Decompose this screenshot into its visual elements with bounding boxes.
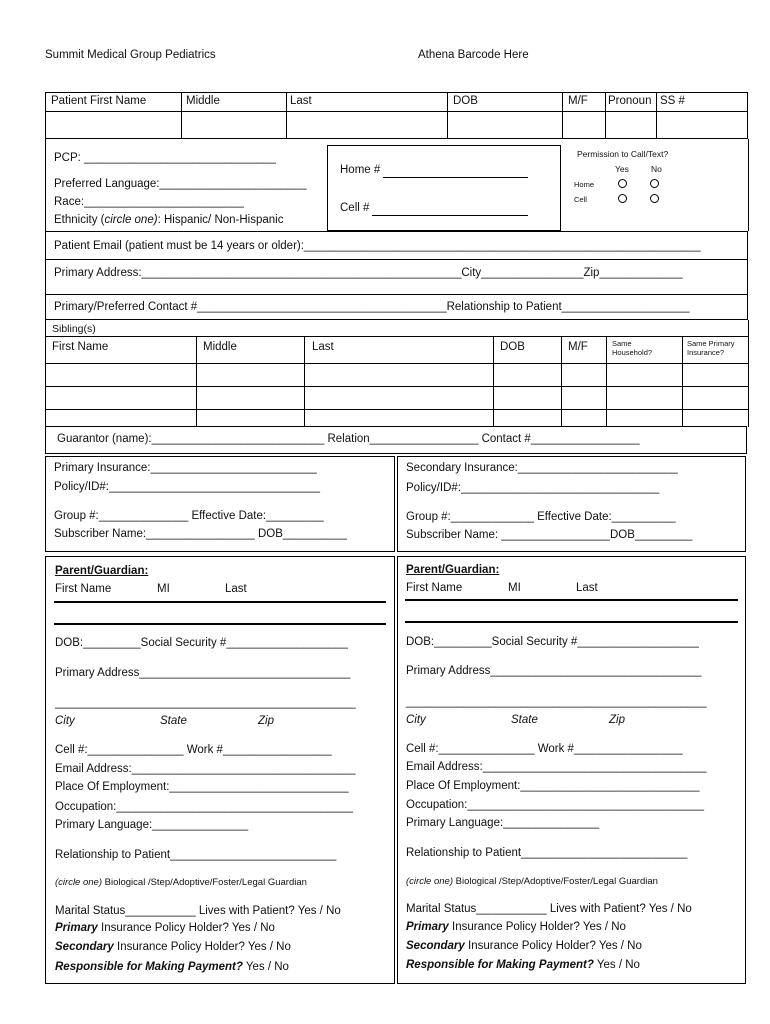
col-dob: DOB [453,95,478,107]
patient-email-field[interactable]: Patient Email (patient must be 14 years or older):______________________________________________________________ [54,240,701,252]
guardian-right-occupation-field[interactable]: Occupation:_____________________________________ [406,799,705,811]
guardian-right-employment-field[interactable]: Place Of Employment:____________________________ [406,780,700,792]
guardian-left-responsible-payment[interactable]: Responsible for Making Payment? Yes / No [55,961,289,973]
sib-col-same-household: Same Household? [612,339,653,357]
guardian-left-secondary-holder[interactable]: Secondary Insurance Policy Holder? Yes / No [55,941,291,953]
guardian-right-secondary-holder[interactable]: Secondary Insurance Policy Holder? Yes / No [406,940,642,952]
guardian-right-relationship-type[interactable]: (circle one) Biological /Step/Adoptive/Foster/Legal Guardian [406,876,658,887]
permission-yes-label: Yes [615,164,629,174]
barcode-placeholder: Athena Barcode Here [418,49,529,61]
primary-subscriber-field[interactable]: Subscriber Name:_________________ DOB__________ [54,528,347,540]
guardian-right-primary-holder[interactable]: Primary Insurance Policy Holder? Yes / No [406,921,626,933]
col-ss: SS # [660,95,685,107]
guardian-right-name-field[interactable] [405,599,738,601]
middle-name-field[interactable] [182,112,285,138]
guardian-right-zip-label: Zip [609,714,625,726]
sibling-row[interactable] [46,410,747,426]
guardian-left-title: Parent/Guardian: [55,565,149,577]
sib-col-same-insurance: Same Primary Insurance? [687,339,735,357]
guardian-right-language-field[interactable]: Primary Language:_______________ [406,817,600,829]
home-no-radio[interactable] [650,179,659,188]
secondary-policy-field[interactable]: Policy/ID#:_______________________________ [406,482,660,494]
guardian-left-address-line2[interactable]: _______________________________________________ [55,697,356,709]
cell-no-radio[interactable] [650,194,659,203]
cell-phone-label: Cell # [340,202,370,214]
col-first-name: Patient First Name [51,95,147,107]
secondary-insurance-field[interactable]: Secondary Insurance:_________________________ [406,462,678,474]
guardian-left-occupation-field[interactable]: Occupation:_____________________________________ [55,801,354,813]
guardian-left-marital-field[interactable]: Marital Status___________ Lives with Patient? Yes / No [55,905,341,917]
ss-field[interactable] [657,112,747,138]
guardian-right-name-line[interactable] [405,621,738,623]
siblings-title: Sibling(s) [52,323,96,335]
guardian-right-dob-ss-field[interactable]: DOB:_________Social Security #___________________ [406,636,699,648]
guardian-left-language-field[interactable]: Primary Language:_______________ [55,819,249,831]
sib-col-middle: Middle [203,341,237,353]
guardian-right-email-field[interactable]: Email Address:___________________________________ [406,761,707,773]
guardian-right-state-label: State [511,714,538,726]
primary-insurance-field[interactable]: Primary Insurance:__________________________ [54,462,317,474]
home-phone-label: Home # [340,164,381,176]
secondary-group-field[interactable]: Group #:_____________ Effective Date:__________ [406,511,676,523]
guardian-right-relationship-field[interactable]: Relationship to Patient__________________________ [406,847,688,859]
guardian-left-primary-holder[interactable]: Primary Insurance Policy Holder? Yes / No [55,922,275,934]
guardian-left-first-label: First Name [55,583,112,595]
guardian-right-address-line2[interactable]: _______________________________________________ [406,696,707,708]
pronoun-field[interactable] [606,112,655,138]
pcp-field[interactable]: PCP: ______________________________ [54,152,276,164]
col-middle: Middle [186,95,220,107]
guardian-left-last-label: Last [225,583,247,595]
preferred-language-field[interactable]: Preferred Language:_______________________ [54,178,307,190]
col-last: Last [290,95,312,107]
col-mf: M/F [568,95,588,107]
guardian-right-mi-label: MI [508,582,521,594]
mf-field[interactable] [563,112,604,138]
guardian-right-marital-field[interactable]: Marital Status___________ Lives with Patient? Yes / No [406,903,692,915]
guardian-left-relationship-type[interactable]: (circle one) Biological /Step/Adoptive/Foster/Legal Guardian [55,877,307,888]
primary-group-field[interactable]: Group #:______________ Effective Date:_________ [54,510,324,522]
cell-yes-radio[interactable] [618,194,627,203]
dob-field[interactable] [448,112,561,138]
guardian-right-title: Parent/Guardian: [406,564,500,576]
secondary-subscriber-field[interactable]: Subscriber Name: _________________DOB_________ [406,529,693,541]
permission-no-label: No [651,164,662,174]
cell-phone-field[interactable] [372,215,528,216]
guardian-left-employment-field[interactable]: Place Of Employment:____________________________ [55,781,349,793]
col-pronoun: Pronoun [608,95,652,107]
guarantor-field[interactable]: Guarantor (name):___________________________ Relation_________________ Contact #_________________ [57,433,640,445]
guardian-right-city-label: City [406,714,426,726]
sib-col-first: First Name [52,341,109,353]
practice-name: Summit Medical Group Pediatrics [45,49,216,61]
home-yes-radio[interactable] [618,179,627,188]
guardian-right-first-label: First Name [406,582,463,594]
guardian-right-cell-work-field[interactable]: Cell #:_______________ Work #_________________ [406,743,683,755]
guardian-left-address-field[interactable]: Primary Address_________________________________ [55,667,351,679]
guardian-left-name-line[interactable] [54,623,386,625]
race-field[interactable]: Race:_________________________ [54,196,244,208]
guardian-left-relationship-field[interactable]: Relationship to Patient__________________________ [55,849,337,861]
guardian-right-address-field[interactable]: Primary Address_________________________________ [406,665,702,677]
guardian-left-state-label: State [160,715,187,727]
first-name-field[interactable] [46,112,180,138]
phone-box [327,145,561,231]
home-phone-field[interactable] [383,177,528,178]
guardian-left-cell-work-field[interactable]: Cell #:_______________ Work #_________________ [55,744,332,756]
permission-cell-label: Cell [574,195,587,204]
sib-col-mf: M/F [568,341,588,353]
sib-col-dob: DOB [500,341,525,353]
last-name-field[interactable] [287,112,446,138]
sibling-row[interactable] [46,387,747,408]
guardian-left-city-label: City [55,715,75,727]
primary-contact-field[interactable]: Primary/Preferred Contact #_______________________________________Relationship to Patient____________________ [54,301,690,313]
guardian-left-email-field[interactable]: Email Address:___________________________________ [55,763,356,775]
primary-policy-field[interactable]: Policy/ID#:_________________________________ [54,481,321,493]
guardian-right-last-label: Last [576,582,598,594]
guardian-left-name-field[interactable] [54,601,386,603]
guardian-left-mi-label: MI [157,583,170,595]
sib-col-last: Last [312,341,334,353]
primary-address-field[interactable]: Primary Address:__________________________________________________City________________Zip_____________ [54,267,683,279]
ethnicity-field[interactable]: Ethnicity (circle one): Hispanic/ Non-Hispanic [54,214,284,226]
guardian-left-dob-ss-field[interactable]: DOB:_________Social Security #___________________ [55,637,348,649]
permission-home-label: Home [574,180,595,189]
guardian-left-zip-label: Zip [258,715,274,727]
guardian-right-responsible-payment[interactable]: Responsible for Making Payment? Yes / No [406,959,640,971]
sibling-row[interactable] [46,364,747,385]
permission-title: Permission to Call/Text? [577,149,669,159]
